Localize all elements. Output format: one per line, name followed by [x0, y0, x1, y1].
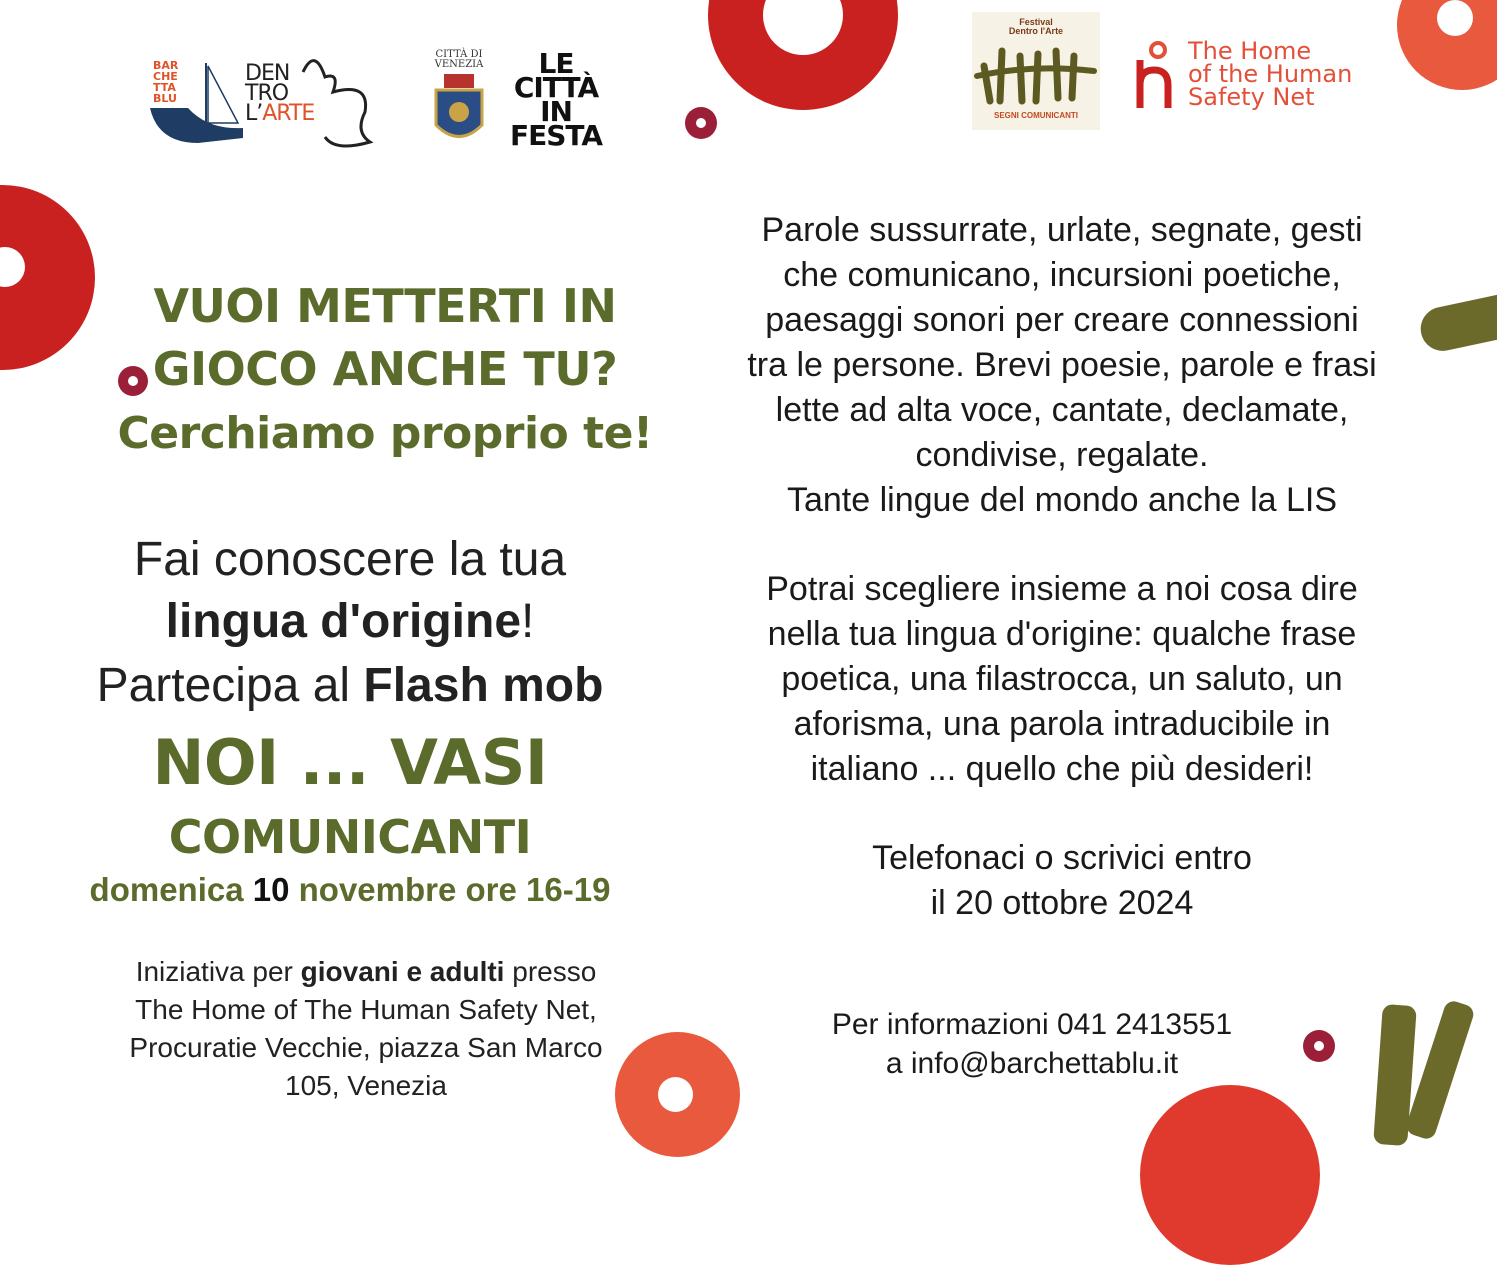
date-prefix: domenica — [89, 871, 253, 908]
participation-paragraph — [702, 567, 1422, 792]
info-line2: The Home of The Human Safety Net, — [135, 994, 597, 1025]
dentro-arte-logo — [245, 52, 380, 152]
barchetta-line1: BAR — [153, 59, 179, 72]
intro-excl: ! — [521, 595, 535, 648]
dentro-line4: ARTE — [262, 101, 315, 126]
para2-line: aforisma, una parola intraducibile in — [793, 705, 1331, 743]
decor-small-dot-top — [685, 107, 717, 139]
festival-logo — [972, 12, 1100, 130]
home-line1: The Home — [1188, 37, 1312, 65]
description-paragraph — [702, 208, 1422, 523]
festival-line1: Festival — [1019, 17, 1053, 27]
event-title-line1: NOI ... VASI — [152, 726, 548, 799]
contact-info — [672, 1005, 1392, 1083]
deadline-line2: il 20 ottobre 2024 — [930, 884, 1194, 922]
venue-info — [66, 953, 666, 1105]
para2-line: nella tua lingua d'origine: qualche frase — [767, 615, 1357, 653]
contact-phone: Per informazioni 041 2413551 — [831, 1008, 1233, 1041]
info-line3: Procuratie Vecchie, piazza San Marco — [129, 1032, 603, 1063]
brush-strokes-icon — [972, 36, 1100, 106]
coat-of-arms-icon — [428, 70, 490, 148]
venezia-line2: VENEZIA — [434, 59, 484, 70]
info-line4: 105, Venezia — [285, 1070, 447, 1101]
home-line3: Safety Net — [1188, 83, 1315, 111]
para2-line: Potrai scegliere insieme a noi cosa dire — [766, 570, 1358, 608]
event-date — [20, 870, 680, 910]
home-line2: of the Human — [1188, 60, 1353, 88]
deadline — [702, 836, 1422, 926]
festa-line3: IN — [540, 95, 572, 128]
para1-line: lette ad alta voce, cantate, declamate, — [775, 391, 1349, 429]
info-bold: giovani e adulti — [300, 956, 505, 987]
intro-line2 — [50, 594, 650, 650]
partecipa-prefix: Partecipa al — [96, 659, 364, 712]
contact-email: a info@barchettablu.it — [885, 1047, 1179, 1080]
para2-line: italiano ... quello che più desideri! — [810, 750, 1314, 788]
decor-coral-ring-top-right — [1397, 0, 1497, 90]
para1-line: che comunicano, incursioni poetiche, — [783, 256, 1341, 294]
h-letter-icon — [1134, 40, 1184, 110]
festa-line1: LE — [538, 47, 574, 80]
para1-line: Tante lingue del mondo anche la LIS — [786, 481, 1338, 519]
festival-line2: Dentro l'Arte — [1008, 26, 1064, 36]
decor-red-half-circle-bottom — [1140, 1085, 1320, 1265]
barchetta-line4: BLU — [153, 92, 177, 105]
decor-olive-bar-right — [1417, 289, 1497, 355]
para1-line: paesaggi sonori per creare connessioni — [765, 301, 1359, 339]
intro-line1: Fai conoscere la tua — [133, 533, 567, 586]
home-safety-net-logo — [1134, 37, 1374, 115]
festa-line4: FESTA — [509, 119, 602, 152]
intro-bold: lingua d'origine — [165, 595, 522, 648]
dentro-line1: DEN — [245, 61, 290, 86]
partecipa-line — [50, 658, 650, 714]
decor-red-ring-left — [0, 185, 95, 370]
decor-red-ring-top — [708, 0, 898, 110]
barchetta-line2: CHE — [153, 70, 178, 83]
info-suffix: presso — [504, 956, 597, 987]
festival-line3: SEGNI COMUNICANTI — [994, 111, 1078, 120]
festa-line2: CITTÀ — [513, 71, 599, 104]
dentro-line3: L’ — [245, 101, 263, 126]
barchetta-line3: TTA — [153, 81, 176, 94]
date-suffix: novembre ore 16-19 — [289, 871, 611, 908]
partecipa-bold: Flash mob — [363, 659, 604, 712]
venezia-line1: CITTÀ DI — [435, 49, 483, 60]
para1-line: tra le persone. Brevi poesie, parole e frasi — [747, 346, 1377, 384]
heading-line3: Cerchiamo proprio te! — [117, 408, 653, 459]
para2-line: poetica, una filastrocca, un saluto, un — [781, 660, 1343, 698]
date-day: 10 — [252, 871, 290, 908]
deadline-line1: Telefonaci o scrivici entro — [872, 839, 1252, 877]
citta-venezia-logo — [428, 50, 490, 150]
citta-festa-logo — [506, 47, 606, 152]
dentro-line2: TRO — [245, 81, 289, 106]
event-title-line2: COMUNICANTI — [168, 810, 532, 864]
info-prefix: Iniziativa per — [135, 956, 301, 987]
heading-line1: VUOI METTERTI IN — [153, 279, 617, 333]
para1-line: condivise, regalate. — [915, 436, 1209, 474]
para1-line: Parole sussurrate, urlate, segnate, gesti — [761, 211, 1363, 249]
heading-line2: GIOCO ANCHE TU? — [152, 342, 618, 396]
barchetta-blu-logo — [148, 58, 248, 148]
